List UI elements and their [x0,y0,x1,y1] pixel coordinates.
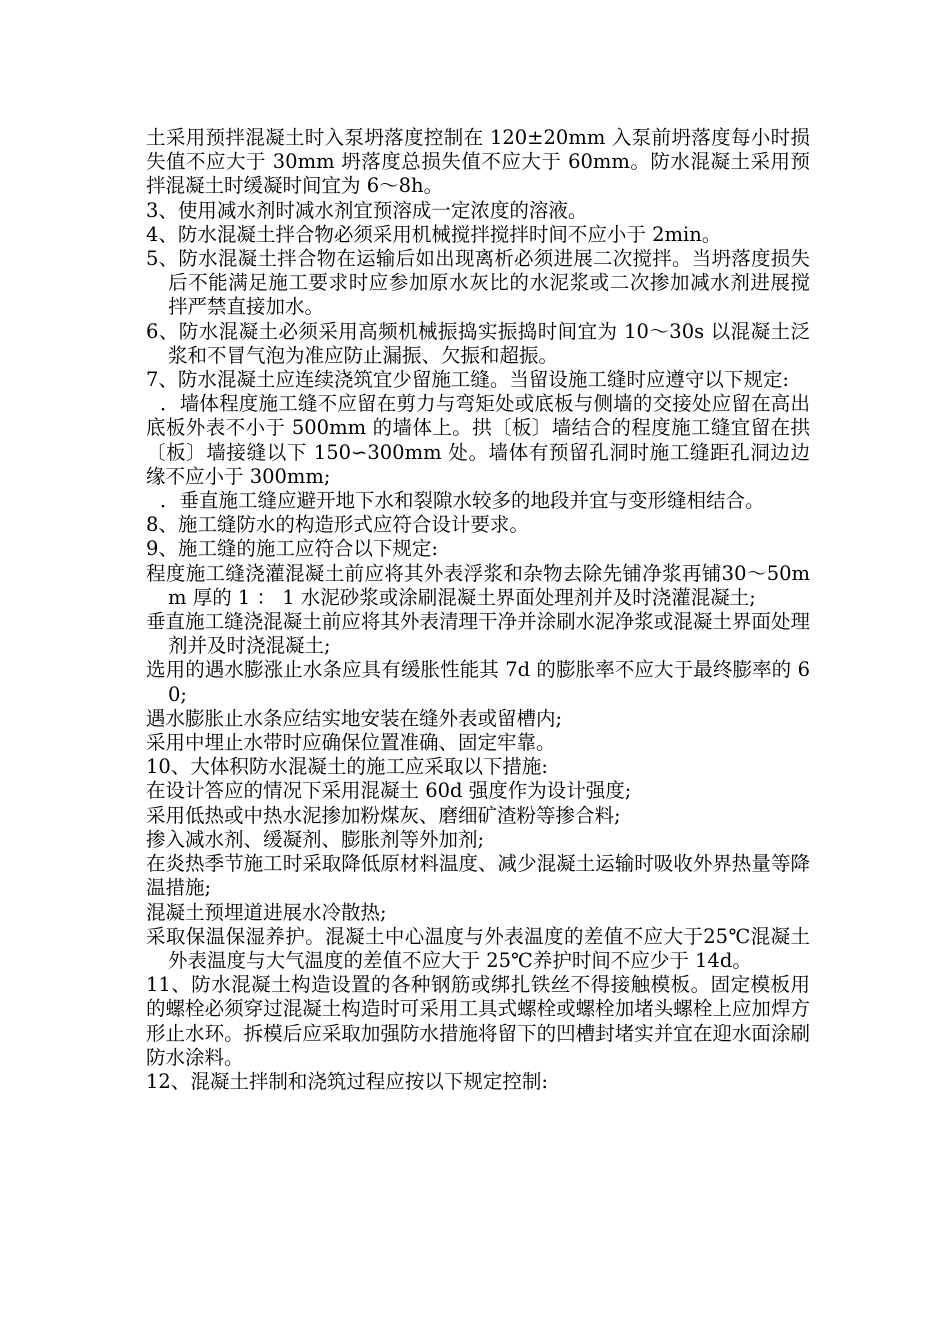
paragraph-item-10-cement: 采用低热或中热水泥掺加粉煤灰、磨细矿渣粉等掺合料; [146,803,621,827]
paragraph-item-9-waterstop: 采用中埋止水带时应确保位置准确、固定牢靠。 [146,731,556,755]
paragraph-item-8: 8、施工缝防水的构造形式应符合设计要求。 [146,513,529,537]
paragraph-item-6: 6、防水混凝土必须采用高频机械振捣实振捣时间宜为 10～30s 以混凝土泛浆和不冒气泡为准应防止漏振、欠振和超振。 [146,319,810,367]
paragraph-item-7: 7、防水混凝土应连续浇筑宜少留施工缝。当留设施工缝时应遵守以下规定: [146,368,789,392]
paragraph-item-11: 11、防水混凝土构造设置的各种钢筋或绑扎铁丝不得接触模板。固定模板用的螺栓必须穿过混凝土构造时可采用工具式螺栓或螺栓加堵头螺栓上应加焊方形止水环。拆模后应采取加强防水措施将留下的凹槽封堵实并宜在迎水面涂刷防水涂料。 [146,973,810,1069]
paragraph-item-10-curing: 采取保温保湿养护。混凝土中心温度与外表温度的差值不应大于25℃混凝土外表温度与大气温度的差值不应大于 25℃养护时间不应少于 14d。 [146,924,810,972]
paragraph-slump-control: 土采用预拌混凝土时入泵坍落度控制在 120±20mm 入泵前坍落度每小时损失值不应大于 30mm 坍落度总损失值不应大于 60mm。防水混凝土采用预拌混凝土时缓凝时间宜为 6～8h。 [146,126,810,198]
paragraph-item-10-admixture: 掺入减水剂、缓凝剂、膨胀剂等外加剂; [146,827,485,851]
paragraph-item-4: 4、防水混凝土拌合物必须采用机械搅拌搅拌时间不应小于 2min。 [146,222,722,246]
paragraph-item-9: 9、施工缝的施工应符合以下规定: [146,537,438,561]
paragraph-item-10: 10、大体积防水混凝土的施工应采取以下措施: [146,755,548,779]
paragraph-item-9-swelling-strip: 选用的遇水膨涨止水条应具有缓胀性能其 7d 的膨胀率不应大于最终膨率的 60; [146,658,810,706]
paragraph-item-3: 3、使用减水剂时减水剂宜预溶成一定浓度的溶液。 [146,198,588,222]
paragraph-item-7-horizontal-joint: ．墙体程度施工缝不应留在剪力与弯矩处或底板与侧墙的交接处应留在高出底板外表不小于 500mm 的墙体上。拱〔板〕墙结合的程度施工缝宜留在拱〔板〕墙接缝以下 150∽300mm 处。墙体有预留孔洞时施工缝距孔洞边边缘不应小于 300mm; [146,392,810,488]
paragraph-item-10-strength: 在设计答应的情况下采用混凝土 60d 强度作为设计强度; [146,779,632,803]
document-page [146,126,810,1094]
paragraph-item-12: 12、混凝土拌制和浇筑过程应按以下规定控制: [146,1069,548,1093]
paragraph-item-9-vertical: 垂直施工缝浇混凝土前应将其外表清理干净并涂刷水泥净浆或混凝土界面处理剂并及时浇混凝土; [146,610,810,658]
paragraph-item-9-strip-install: 遇水膨胀止水条应结实地安装在缝外表或留槽内; [146,706,563,730]
paragraph-item-5: 5、防水混凝土拌合物在运输后如出现离析必须进展二次搅拌。当坍落度损失后不能满足施工要求时应参加原水灰比的水泥浆或二次掺加减水剂进展搅拌严禁直接加水。 [146,247,810,319]
paragraph-item-10-cooling: 在炎热季节施工时采取降低原材料温度、减少混凝土运输时吸收外界热量等降温措施; [146,852,810,900]
paragraph-item-7-vertical-joint: ．垂直施工缝应避开地下水和裂隙水较多的地段并宜与变形缝相结合。 [160,489,765,513]
paragraph-item-10-water-cooling: 混凝土预埋道进展水冷散热; [146,900,387,924]
paragraph-item-9-horizontal: 程度施工缝浇灌混凝土前应将其外表浮浆和杂物去除先铺净浆再铺30～50mm 厚的 1 ： 1 水泥砂浆或涂刷混凝土界面处理剂并及时浇灌混凝土; [146,561,810,609]
